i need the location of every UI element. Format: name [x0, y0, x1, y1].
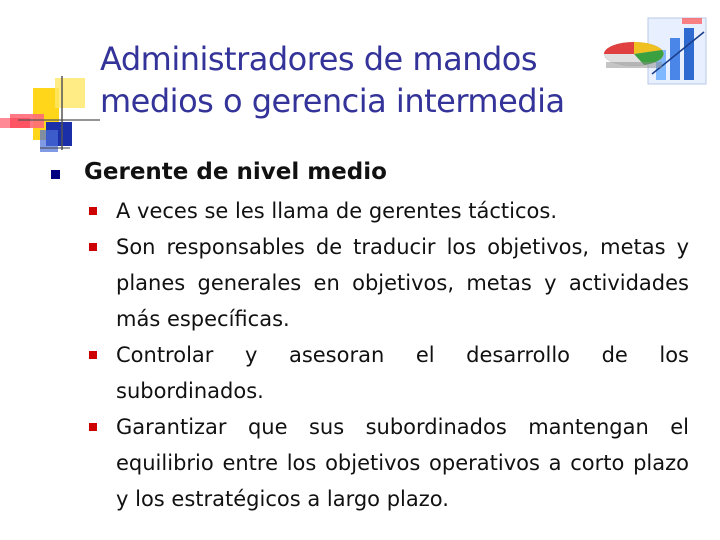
level2-bullet-icon [89, 351, 97, 359]
list-item-text: A veces se les llama de gerentes tácticos. [116, 199, 557, 223]
level1-bullet-icon [51, 170, 60, 179]
list-item-text: Garantizar que sus subordinados mantengan el equilibrio entre los objetivos operativos a corto plazo y los estratégicos a largo plazo. [116, 415, 689, 511]
title-corner-decoration [0, 0, 110, 160]
title-line-1: Administradores de mandos [100, 40, 538, 78]
title-line-2: medios o gerencia intermedia [100, 82, 565, 120]
business-chart-clipart-icon [600, 12, 712, 92]
list-item-text: Son responsables de traducir los objetivos, metas y planes generales en objetivos, metas y actividades más específicas. [116, 235, 689, 331]
level2-bullet-icon [89, 207, 97, 215]
list-item-text: Controlar y asesoran el desarrollo de los subordinados. [116, 343, 689, 403]
level2-bullet-icon [89, 243, 97, 251]
level2-bullet-icon [89, 423, 97, 431]
section-heading: Gerente de nivel medio [84, 159, 387, 185]
slide-title [100, 38, 660, 122]
